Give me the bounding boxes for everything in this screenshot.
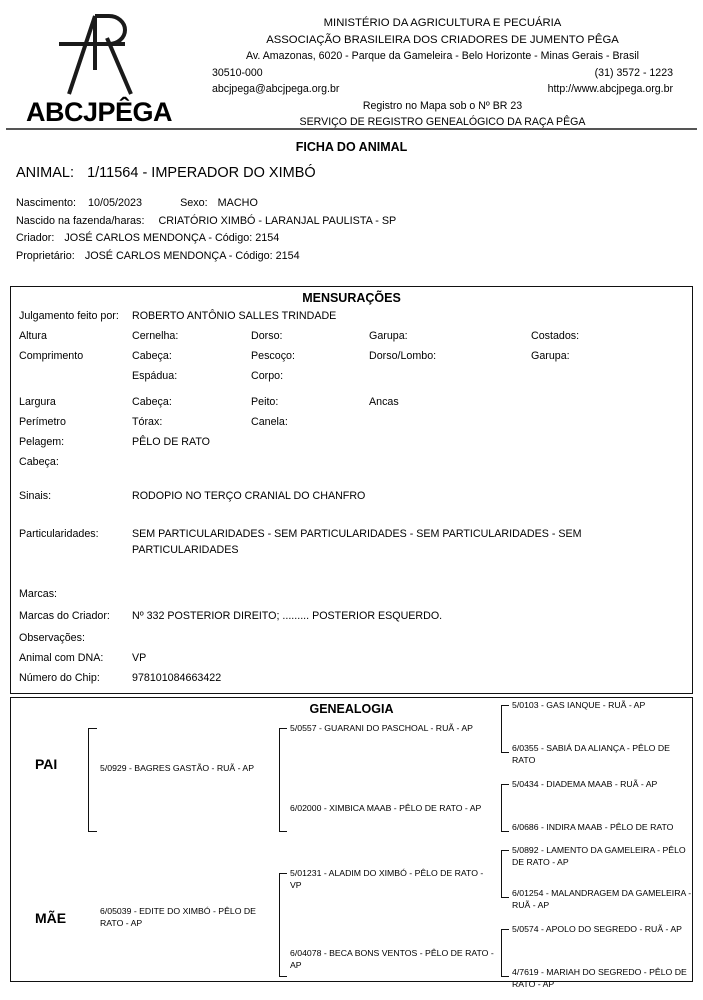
proprietario-value: JOSÉ CARLOS MENDONÇA - Código: 2154: [84, 249, 300, 262]
largura-cabeca: Cabeça:: [132, 396, 172, 408]
pai-sire-node: 5/0557 - GUARANI DO PASCHOAL - RUÃ - AP: [290, 723, 473, 733]
mae-root-label: MÃE: [35, 910, 67, 926]
dna-value: VP: [132, 652, 147, 664]
cabeca-label: Cabeça:: [19, 456, 59, 468]
document-header: [0, 0, 703, 126]
mae-sire-dam-node: 6/01254 - MALANDRAGEM DA GAMELEIRA - RUÃ - AP: [512, 888, 692, 910]
sexo-value: MACHO: [217, 197, 258, 209]
mensuracoes-panel: [10, 286, 693, 694]
pai-grandparents-bracket: [279, 728, 287, 832]
perimetro-canela: Canela:: [251, 416, 288, 428]
pelagem-label: Pelagem:: [19, 436, 65, 448]
fazenda-value: CRIATÓRIO XIMBÓ - LARANJAL PAULISTA - SP: [158, 214, 397, 227]
altura-garupa: Garupa:: [369, 330, 408, 342]
marcas-criador-label: Marcas do Criador:: [19, 610, 110, 622]
comprimento-cabeca: Cabeça:: [132, 350, 172, 362]
pelagem-value: PÊLO DE RATO: [132, 436, 210, 448]
comprimento-label: Comprimento: [19, 350, 84, 362]
website-url[interactable]: http://www.abcjpega.org.br: [547, 83, 673, 95]
sinais-label: Sinais:: [19, 490, 52, 502]
largura-label: Largura: [19, 396, 56, 408]
largura-peito: Peito:: [251, 396, 279, 408]
comprimento-pescoco: Pescoço:: [251, 350, 295, 362]
info-row-proprietario: [16, 248, 703, 266]
info-row-nascimento: [16, 195, 703, 213]
nascimento-label: Nascimento:: [16, 197, 77, 209]
fazenda-label: Nascido na fazenda/haras:: [16, 214, 145, 227]
email-address[interactable]: abcjpega@abcjpega.org.br: [212, 83, 340, 95]
comprimento-corpo: Corpo:: [251, 370, 284, 382]
ministry-line: MINISTÉRIO DA AGRICULTURA E PECUÁRIA: [323, 17, 562, 29]
judge-label: Julgamento feito por:: [19, 310, 119, 322]
email-website-row: [190, 81, 695, 98]
pai-dam-node: 6/02000 - XIMBICA MAAB - PÊLO DE RATO - AP: [290, 803, 482, 813]
pai-sire-sire-node: 5/0103 - GAS IANQUE - RUÃ - AP: [512, 700, 646, 710]
pai-bracket: [88, 728, 97, 832]
animal-info-list: [16, 195, 703, 265]
dna-label: Animal com DNA:: [19, 652, 104, 664]
altura-dorso: Dorso:: [251, 330, 283, 342]
mae-sire-parents-bracket: [501, 850, 509, 898]
organization-block: [190, 6, 695, 131]
altura-cernelha: Cernelha:: [132, 330, 179, 342]
judge-value: ROBERTO ANTÔNIO SALLES TRINDADE: [132, 310, 337, 322]
altura-costados: Costados:: [531, 330, 580, 342]
mae-dam-node: 6/04078 - BECA BONS VENTOS - PÊLO DE RATO - AP: [290, 948, 494, 970]
mae-dam-sire-node: 5/0574 - APOLO DO SEGREDO - RUÃ - AP: [512, 924, 682, 934]
criador-value: JOSÉ CARLOS MENDONÇA - Código: 2154: [64, 232, 280, 244]
mae-dam-parents-bracket: [501, 929, 509, 977]
phone-number: (31) 3572 - 1223: [594, 66, 673, 79]
observacoes-label: Observações:: [19, 632, 85, 644]
animal-identification: [16, 165, 703, 181]
pai-dam-dam-node: 6/0686 - INDIRA MAAB - PÊLO DE RATO: [512, 822, 674, 832]
info-row-criador: [16, 230, 703, 248]
pai-sire-dam-node: 6/0355 - SABIÁ DA ALIANÇA - PÊLO DE RATO: [512, 743, 670, 765]
pai-dam-parents-bracket: [501, 784, 509, 832]
zip-phone-row: [190, 65, 695, 82]
mae-node: 6/05039 - EDITE DO XIMBÓ - PÊLO DE RATO - AP: [100, 906, 256, 928]
zip-code: 30510-000: [212, 66, 263, 79]
altura-label: Altura: [19, 330, 47, 342]
address-line: Av. Amazonas, 6020 - Parque da Gameleira - Belo Horizonte - Minas Gerais - Brasil: [246, 50, 639, 62]
perimetro-torax: Tórax:: [132, 416, 163, 428]
sinais-value: RODOPIO NO TERÇO CRANIAL DO CHANFRO: [132, 490, 366, 502]
logo-block: [8, 6, 190, 126]
nascimento-value: 10/05/2023: [88, 197, 143, 209]
logo-wordmark: ABCJPÊGA: [25, 97, 173, 127]
chip-label: Número do Chip:: [19, 672, 100, 684]
info-row-fazenda: [16, 213, 703, 231]
marcas-label: Marcas:: [19, 588, 58, 600]
particularidades-value: SEM PARTICULARIDADES - SEM PARTICULARIDADES - SEM PARTICULARIDADES - SEM PARTICULARIDADES: [132, 528, 582, 556]
pai-root-label: PAI: [35, 756, 58, 772]
comprimento-espadua: Espádua:: [132, 370, 178, 382]
criador-label: Criador:: [16, 232, 55, 244]
chip-value: 978101084663422: [132, 672, 222, 684]
mae-dam-dam-node: 4/7619 - MARIAH DO SEGREDO - PÊLO DE RATO - AP: [512, 967, 687, 989]
genealogia-panel: [10, 697, 693, 989]
page-title: FICHA DO ANIMAL: [295, 140, 408, 154]
mae-sire-sire-node: 5/0892 - LAMENTO DA GAMELEIRA - PÊLO DE RATO - AP: [512, 845, 686, 867]
animal-label: ANIMAL:: [16, 165, 75, 181]
pai-node: 5/0929 - BAGRES GASTÃO - RUÃ - AP: [100, 763, 255, 773]
pai-sire-parents-bracket: [501, 705, 509, 753]
mensuracoes-title: MENSURAÇÕES: [302, 291, 401, 305]
particularidades-label: Particularidades:: [19, 528, 99, 540]
sexo-label: Sexo:: [180, 197, 208, 209]
abcjpega-monogram-logo: [39, 10, 159, 98]
marcas-criador-value: Nº 332 POSTERIOR DIREITO; ......... POSTERIOR ESQUERDO.: [132, 610, 443, 622]
genealogia-title: GENEALOGIA: [309, 702, 394, 716]
perimetro-label: Perímetro: [19, 416, 66, 428]
mapa-registration-line: Registro no Mapa sob o Nº BR 23: [362, 99, 523, 112]
animal-name-value: 1/11564 - IMPERADOR DO XIMBÓ: [87, 165, 316, 181]
proprietario-label: Proprietário:: [16, 249, 75, 262]
association-line: ASSOCIAÇÃO BRASILEIRA DOS CRIADORES DE JUMENTO PÊGA: [266, 33, 619, 46]
pai-dam-sire-node: 5/0434 - DIADEMA MAAB - RUÃ - AP: [512, 779, 658, 789]
comprimento-dorso-lombo: Dorso/Lombo:: [369, 350, 437, 362]
mae-grandparents-bracket: [279, 873, 287, 977]
largura-ancas: Ancas: [369, 396, 399, 408]
mae-sire-node: 5/01231 - ALADIM DO XIMBÓ - PÊLO DE RATO - VP: [290, 868, 484, 890]
service-line: SERVIÇO DE REGISTRO GENEALÓGICO DA RAÇA PÊGA: [299, 116, 586, 128]
comprimento-garupa: Garupa:: [531, 350, 570, 362]
